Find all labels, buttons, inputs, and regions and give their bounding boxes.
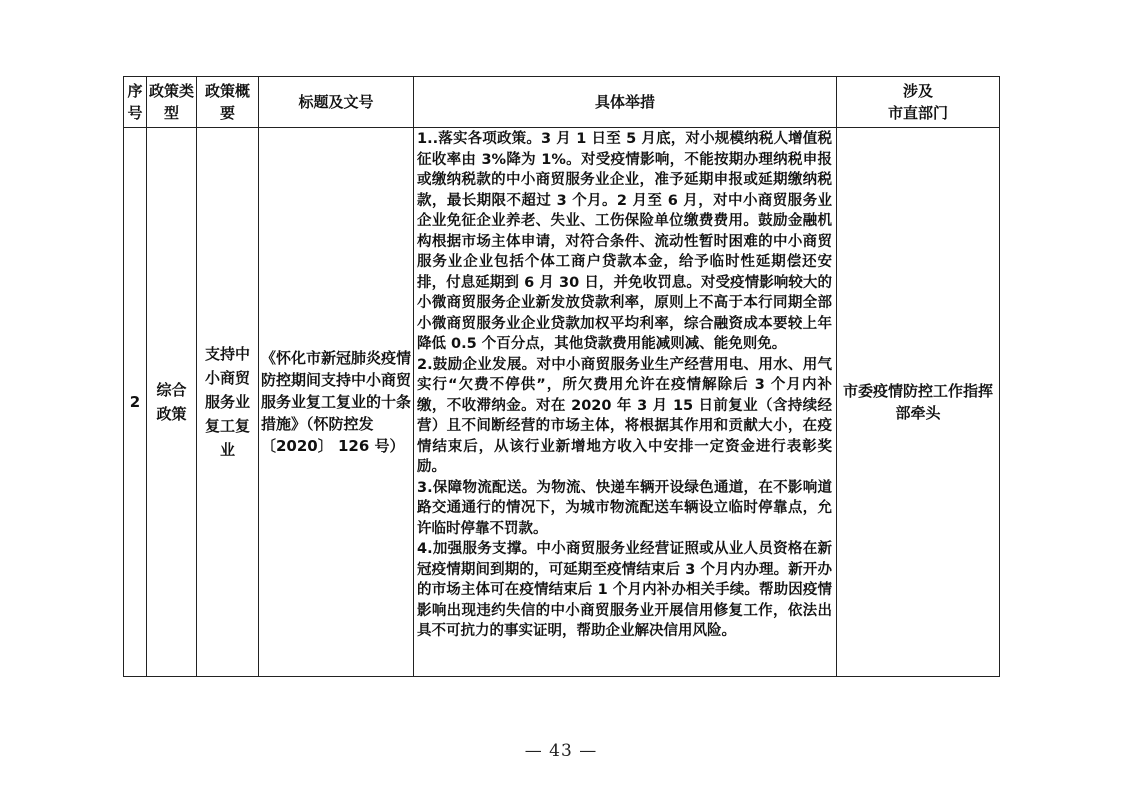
header-title-doc: 标题及文号	[259, 77, 414, 128]
header-dept	[837, 77, 1000, 128]
table-row	[124, 128, 1000, 677]
header-policy-summary: 政策概要	[197, 77, 259, 128]
measure-item-4: 4.加强服务支撑。中小商贸服务业经营证照或从业人员资格在新冠疫情期间到期的，可延期至疫情结束后 3 个月内办理。新开办的市场主体可在疫情结束后 1 个月内补办相关手续。帮助因疫情影响出现违约失信的中小商贸服务业开展信用修复工作，依法出具不可抗力的事实证明，帮助企业解决信用风险。	[417, 541, 832, 639]
header-dept-line1: 涉及	[902, 82, 933, 100]
header-policy-type: 政策类型	[147, 77, 197, 128]
cell-policy-summary: 支持中小商贸服务业复工复业	[197, 128, 259, 677]
measure-item-2: 2.鼓励企业发展。对中小商贸服务业生产经营用电、用水、用气实行“欠费不停供”，所欠费用允许在疫情解除后 3 个月内补缴，不收滞纳金。对在 2020 年 3 月 15 日前复业（含持续经营）且不间断经营的市场主体，将根据其作用和贡献大小，在疫情结束后，从该行业新增地方收入中安排一定资金进行表彰奖励。	[417, 356, 832, 475]
cell-measures	[414, 128, 837, 677]
header-seq: 序号	[124, 77, 147, 128]
header-measures: 具体举措	[414, 77, 837, 128]
cell-dept: 市委疫情防控工作指挥部牵头	[837, 128, 1000, 677]
cell-title-doc: 《怀化市新冠肺炎疫情防控期间支持中小商贸服务业复工复业的十条措施》（怀防控发〔2020〕 126 号）	[259, 128, 414, 677]
header-dept-line2: 市直部门	[887, 104, 948, 122]
policy-table	[123, 76, 1000, 677]
measure-item-1: 1..落实各项政策。3 月 1 日至 5 月底，对小规模纳税人增值税征收率由 3%降为 1%。对受疫情影响，不能按期办理纳税申报或缴纳税款的中小商贸服务业企业，准予延期申报或延期缴纳税款，最长期限不超过 3 个月。2 月至 6 月，对中小商贸服务业企业免征企业养老、失业、工伤保险单位缴费费用。鼓励金融机构根据市场主体申请，对符合条件、流动性暂时困难的中小商贸服务业企业包括个体工商户贷款本金，给予临时性延期偿还安排，付息延期到 6 月 30 日，并免收罚息。对受疫情影响较大的小微商贸服务企业新发放贷款利率，原则上不高于本行同期全部小微商贸服务业企业贷款加权平均利率，综合融资成本要较上年降低 0.5 个百分点，其他贷款费用能减则减、能免则免。	[417, 131, 832, 352]
cell-policy-type: 综合政策	[147, 128, 197, 677]
cell-seq: 2	[124, 128, 147, 677]
page-number: — 43 —	[524, 741, 598, 761]
table-header-row	[124, 77, 1000, 128]
measure-item-3: 3.保障物流配送。为物流、快递车辆开设绿色通道，在不影响道路交通通行的情况下，为城市物流配送车辆设立临时停靠点，允许临时停靠不罚款。	[417, 479, 832, 537]
